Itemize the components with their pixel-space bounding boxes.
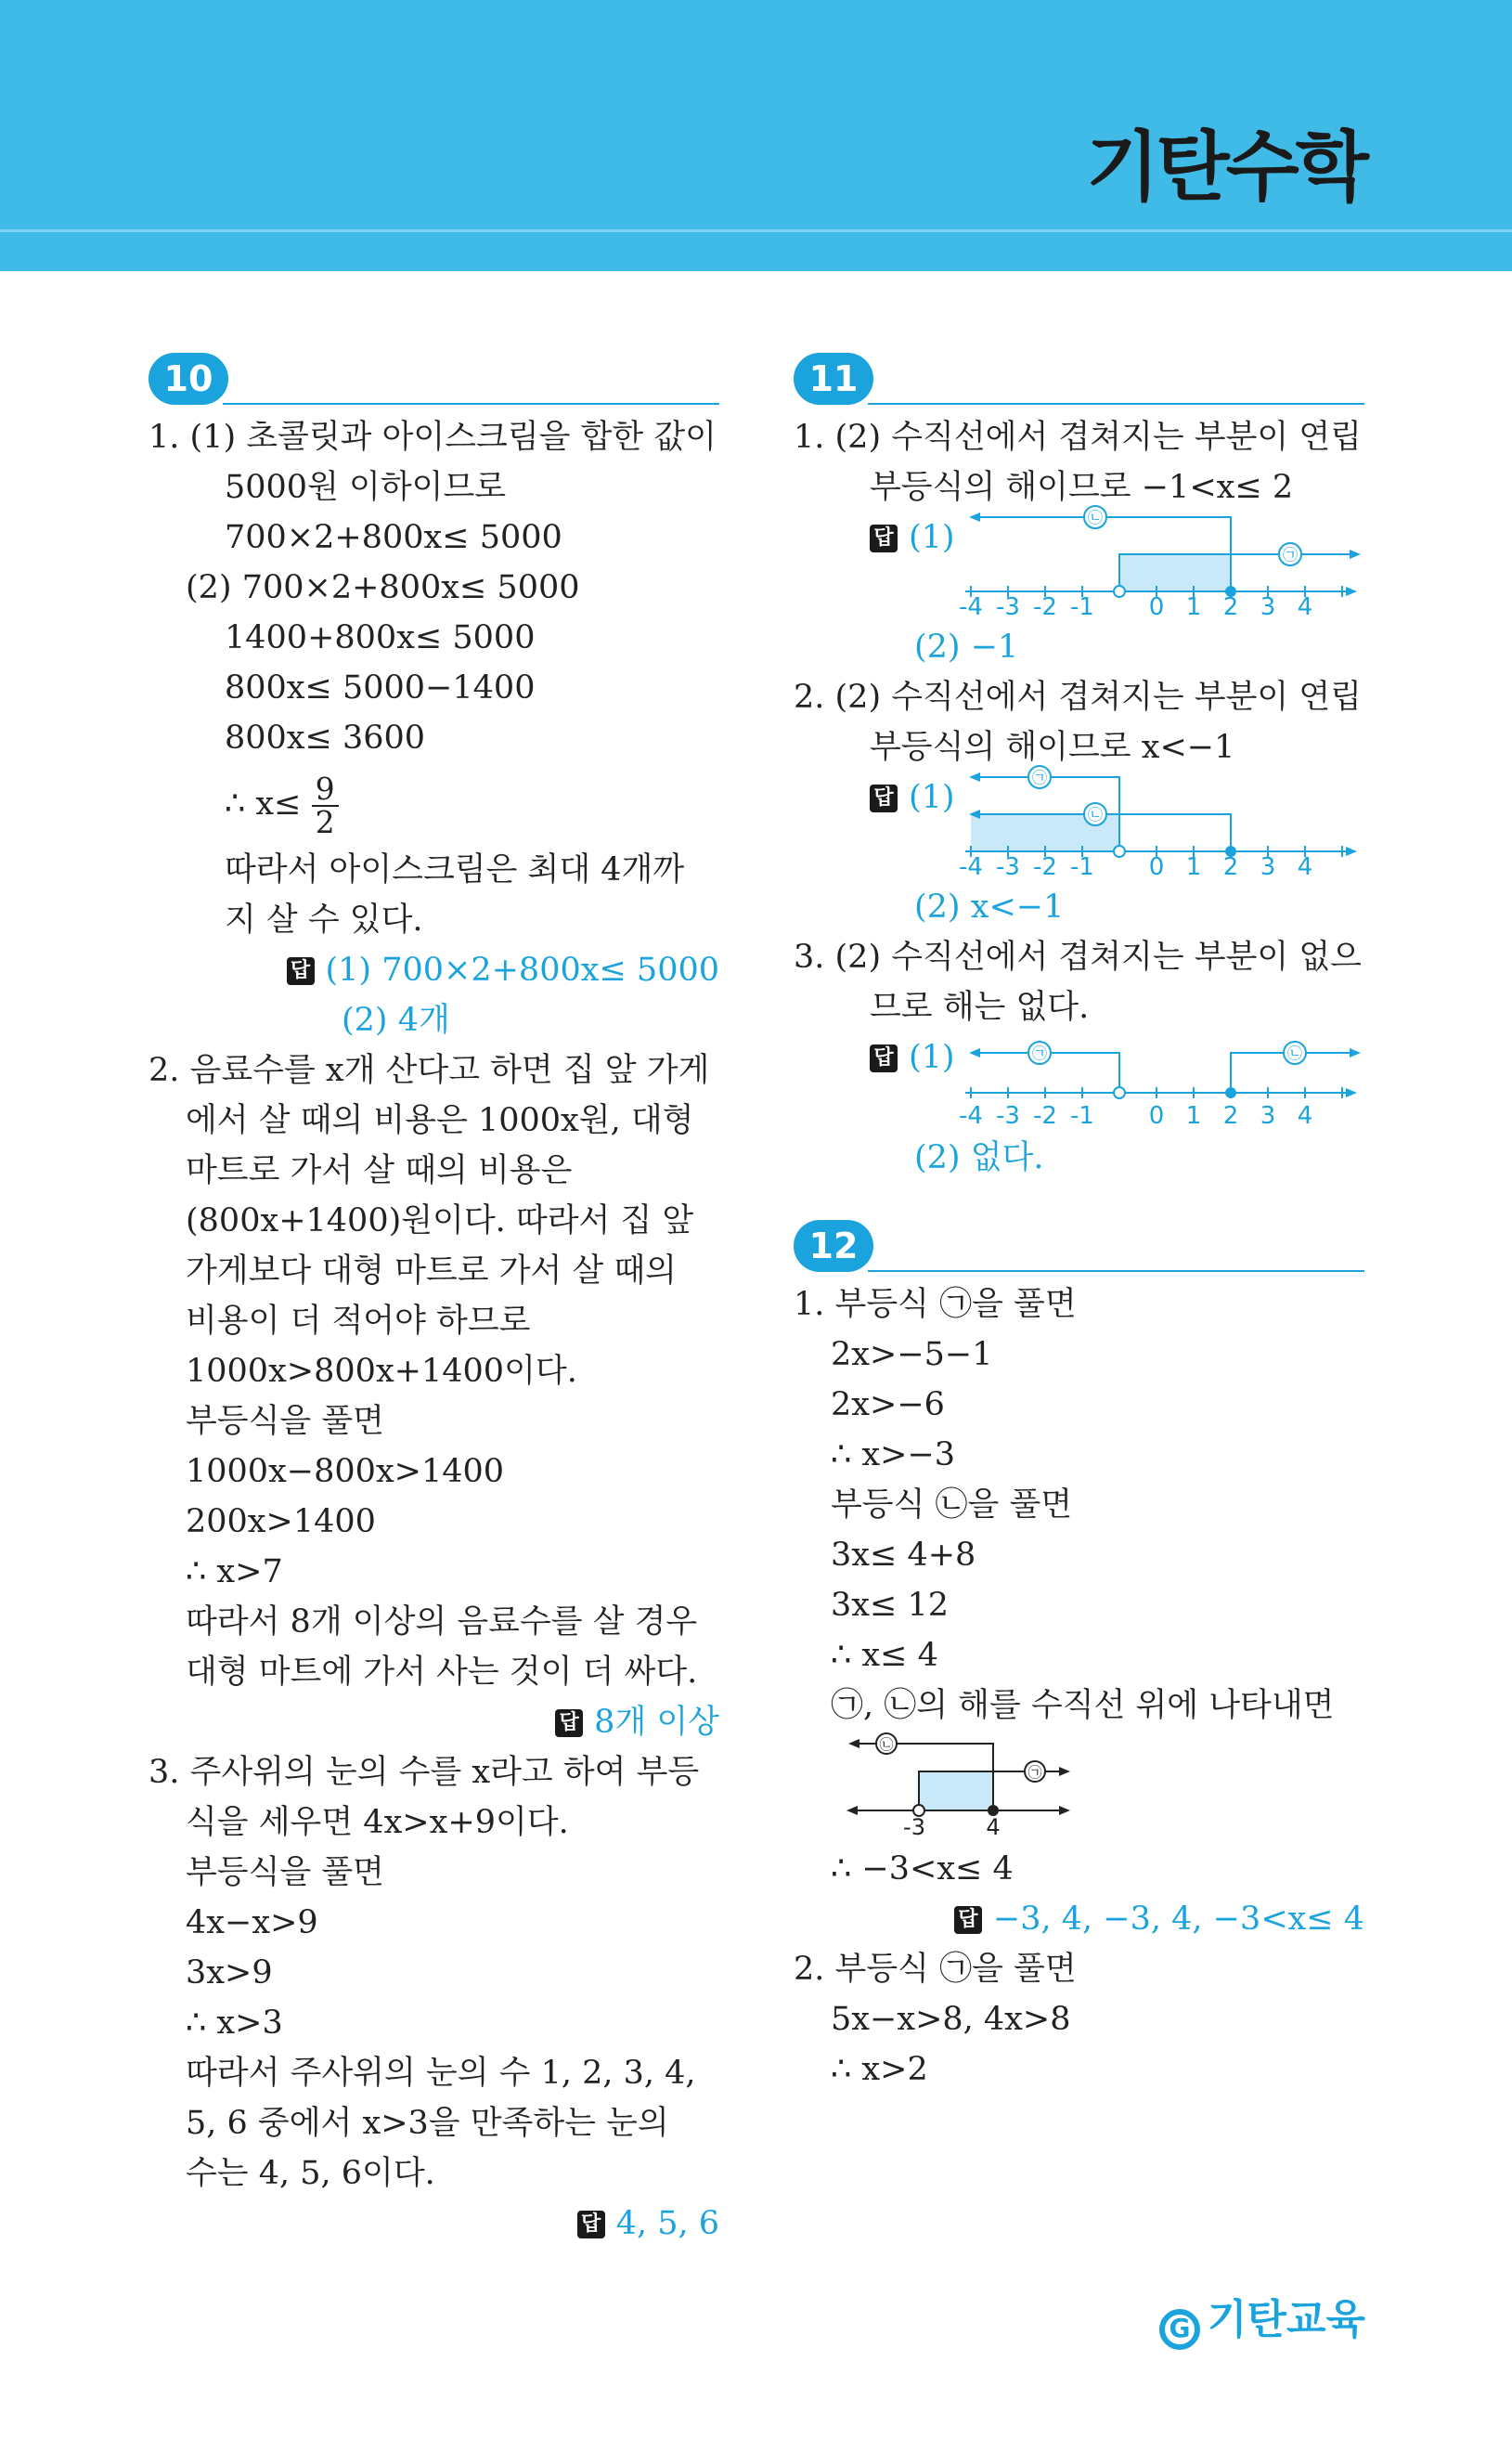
tick-label: 4 [1297, 593, 1313, 621]
problem-2-line: 200x>1400 [186, 1503, 376, 1540]
tick-label: -3 [996, 1102, 1020, 1130]
axis-arrow-left [846, 1806, 858, 1815]
answer-icon: 답 [287, 957, 315, 985]
tick-label: 4 [1297, 1102, 1313, 1130]
problem-1-line: ∴ x>−3 [831, 1436, 956, 1473]
problem-3-line: 3x>9 [186, 1954, 273, 1991]
fraction-line [149, 763, 719, 845]
tick-label: 1 [1185, 593, 1202, 621]
problem-1-line: ∴ −3<x≤ 4 [831, 1850, 1014, 1888]
problem-1-line: 따라서 아이스크림은 최대 4개까 [225, 851, 685, 889]
logo-mark: G [1159, 2309, 1200, 2350]
label-b: ㉡ [1087, 509, 1104, 526]
range-a-arrow [1350, 550, 1361, 559]
tick-labels [959, 593, 1312, 621]
problem-1-line: 700×2+800x≤ 5000 [225, 519, 562, 556]
problem-2-line: (800x+1400)원이다. 따라서 집 앞 [186, 1202, 694, 1239]
problem-3-line: 4x−x>9 [186, 1904, 318, 1941]
label-a: ㉠ [1031, 1044, 1048, 1062]
range-b-arrow [848, 1739, 859, 1748]
answer-text: (2) 4개 [342, 1002, 450, 1039]
tick-label: -1 [1070, 593, 1094, 621]
problem-1-line: 부등식의 해이므로 −1<x≤ 2 [870, 469, 1294, 506]
tick-label: -2 [1033, 593, 1057, 621]
label-b: ㉡ [879, 1736, 894, 1753]
open-point [1114, 1087, 1125, 1098]
overlap-region [919, 1771, 993, 1810]
range-b-arrow [969, 512, 980, 522]
problem-3-line: 므로 해는 없다. [870, 989, 1090, 1026]
header-rule [0, 229, 1512, 232]
problem-1-line: 5000원 이하이므로 [225, 469, 507, 506]
problem-2-line: 대형 마트에 가서 사는 것이 더 싸다. [186, 1654, 698, 1691]
open-point [1114, 586, 1125, 597]
tick-label: -4 [959, 1102, 983, 1130]
footer-logo [1159, 2296, 1365, 2350]
answer-line [149, 2199, 719, 2249]
section-12-head [794, 1220, 1364, 1278]
answer-icon: 답 [870, 1044, 898, 1072]
problem-1-line: 지 살 수 있다. [225, 902, 423, 939]
problem-1-line: 2x>−6 [831, 1386, 945, 1423]
problem-2-line: 부등식의 해이므로 x<−1 [870, 729, 1235, 766]
answer-icon: 답 [555, 1709, 583, 1737]
problem-3-line: 수는 4, 5, 6이다. [186, 2155, 435, 2192]
answer-text: (2) −1 [914, 629, 1019, 666]
tick-label: -4 [959, 853, 983, 881]
problem-3-line: 따라서 주사위의 눈의 수 1, 2, 3, 4, [186, 2055, 696, 2092]
tick-label: 1 [1185, 1102, 1202, 1130]
problem-2-line: 마트로 가서 살 때의 비용은 [186, 1152, 573, 1189]
tick-label: -2 [1033, 853, 1057, 881]
section-10-rule [223, 403, 719, 405]
problem-3-line: 3. (2) 수직선에서 겹쳐지는 부분이 없으 [794, 939, 1362, 976]
brand-title: 기탄수학 [1086, 123, 1365, 212]
right-column [794, 353, 1364, 2095]
problem-2-line: 2. 부등식 ㉠을 풀면 [794, 1951, 1077, 1988]
closed-point [1225, 1087, 1236, 1098]
tick-label: 2 [1222, 853, 1239, 881]
label-a: ㉠ [1027, 1764, 1042, 1781]
problem-1-line: 2x>−5−1 [831, 1336, 993, 1373]
tick-label: 4 [986, 1814, 1001, 1840]
tick-label: -3 [903, 1814, 925, 1840]
problem-1-line: 1. 부등식 ㉠을 풀면 [794, 1286, 1077, 1323]
problem-2-line: 부등식을 풀면 [186, 1403, 384, 1440]
answer-icon: 답 [870, 785, 898, 812]
problem-1-line: ㉠, ㉡의 해를 수직선 위에 나타내면 [831, 1687, 1335, 1724]
tick-label: 2 [1222, 593, 1239, 621]
problem-1-line: 3x≤ 12 [831, 1587, 949, 1624]
range-a-arrow [969, 1048, 980, 1057]
problem-1-line: (2) 700×2+800x≤ 5000 [186, 569, 580, 606]
tick-label: 4 [1297, 853, 1313, 881]
answer-text: (2) x<−1 [914, 889, 1065, 926]
spacer [794, 1183, 1364, 1220]
tick-label: 3 [1260, 593, 1276, 621]
problem-2-line: 1000x−800x>1400 [186, 1453, 505, 1490]
answer-text: (2) 없다. [914, 1139, 1044, 1176]
problem-2-line: 5x−x>8, 4x>8 [831, 2001, 1071, 2038]
problem-1-line: 800x≤ 3600 [225, 720, 426, 757]
problem-3-line: 5, 6 중에서 x>3을 만족하는 눈의 [186, 2105, 669, 2142]
axis-arrow [1346, 847, 1357, 856]
label-a: ㉠ [1031, 769, 1048, 786]
problem-2-line: 비용이 더 적어야 하므로 [186, 1303, 531, 1340]
answer-text: (1) [909, 779, 955, 816]
problem-1-line: 1. (1) 초콜릿과 아이스크림을 합한 값이 [149, 419, 717, 456]
fraction-denominator: 2 [315, 803, 335, 840]
problem-3-line: 3. 주사위의 눈의 수를 x라고 하여 부등 [149, 1754, 700, 1791]
page-header [0, 0, 1512, 271]
problem-2-line: ∴ x>2 [831, 2051, 928, 2088]
tick-labels [959, 853, 1312, 881]
tick-label: -1 [1070, 1102, 1094, 1130]
problem-1-line: 1400+800x≤ 5000 [225, 619, 536, 656]
problem-1-line: 부등식 ㉡을 풀면 [831, 1486, 1073, 1524]
number-line-4 [845, 1734, 1086, 1840]
tick-label: 0 [1148, 853, 1165, 881]
fraction [312, 770, 339, 840]
problem-2-line: ∴ x>7 [186, 1553, 283, 1590]
problem-3-line: 식을 세우면 4x>x+9이다. [186, 1804, 569, 1841]
problem-2-line: 따라서 8개 이상의 음료수를 살 경우 [186, 1603, 698, 1641]
number-line-3 [959, 1042, 1392, 1130]
answer-text: (1) [909, 1039, 955, 1076]
problem-2-line: 2. (2) 수직선에서 겹쳐지는 부분이 연립 [794, 679, 1362, 716]
label-b: ㉡ [1286, 1044, 1303, 1062]
answer-text: −3, 4, −3, 4, −3<x≤ 4 [992, 1901, 1364, 1938]
tick-label: -3 [996, 593, 1020, 621]
section-11-head [794, 353, 1364, 410]
range-a-arrow [969, 772, 980, 782]
answer-icon: 답 [577, 2211, 605, 2238]
fraction-numerator: 9 [312, 773, 339, 807]
answer-text: 4, 5, 6 [615, 2205, 719, 2242]
tick-label: 0 [1148, 1102, 1165, 1130]
range-a-arrow [1059, 1767, 1070, 1776]
tick-label: 0 [1148, 593, 1165, 621]
section-12-rule [868, 1270, 1364, 1272]
problem-1-line: 3x≤ 4+8 [831, 1537, 976, 1574]
section-11-rule [868, 403, 1364, 405]
answer-line [794, 1894, 1364, 1944]
answer-text: (1) [909, 519, 955, 556]
axis-arrow-right [1059, 1806, 1070, 1815]
label-a: ㉠ [1282, 546, 1299, 564]
logo-text: 기탄교육 [1207, 2296, 1365, 2343]
answer-text: (1) 700×2+800x≤ 5000 [325, 952, 719, 989]
section-11-badge: 11 [794, 353, 873, 405]
left-column [149, 353, 719, 2249]
answer-line [149, 945, 719, 995]
problem-2-line: 가게보다 대형 마트로 가서 살 때의 [186, 1252, 677, 1290]
axis-arrow [1346, 587, 1357, 596]
number-line-2 [959, 769, 1392, 881]
tick-label: 3 [1260, 853, 1276, 881]
tick-label: -1 [1070, 853, 1094, 881]
answer-text: 8개 이상 [594, 1704, 719, 1741]
problem-3-line: ∴ x>3 [186, 2004, 283, 2042]
answer-icon: 답 [954, 1906, 982, 1934]
answer-icon: 답 [870, 525, 898, 552]
section-10-head [149, 353, 719, 410]
tick-label: -2 [1033, 1102, 1057, 1130]
problem-1-line: 800x≤ 5000−1400 [225, 669, 536, 707]
tick-label: 1 [1185, 853, 1202, 881]
axis-arrow [1346, 1088, 1357, 1097]
problem-1-line: ∴ x≤ 4 [831, 1637, 938, 1674]
section-12-badge: 12 [794, 1220, 873, 1272]
answer-line [149, 1697, 719, 1747]
label-b: ㉡ [1087, 806, 1104, 824]
problem-2-line: 2. 음료수를 x개 산다고 하면 집 앞 가게 [149, 1052, 710, 1089]
overlap-region [1119, 554, 1231, 591]
range-b-arrow [1350, 1048, 1361, 1057]
problem-2-line: 1000x>800x+1400이다. [186, 1353, 577, 1390]
problem-1-line: 1. (2) 수직선에서 겹쳐지는 부분이 연립 [794, 419, 1362, 456]
tick-label: 3 [1260, 1102, 1276, 1130]
tick-label: -4 [959, 593, 983, 621]
tick-label: -3 [996, 853, 1020, 881]
section-10-badge: 10 [149, 353, 228, 405]
tick-label: 2 [1222, 1102, 1239, 1130]
problem-2-line: 에서 살 때의 비용은 1000x원, 대형 [186, 1102, 694, 1139]
fraction-prefix: ∴ x≤ [225, 785, 302, 823]
number-line-1 [959, 509, 1392, 621]
problem-3-line: 부등식을 풀면 [186, 1854, 384, 1891]
tick-labels [959, 1102, 1312, 1130]
open-point [1114, 846, 1125, 857]
